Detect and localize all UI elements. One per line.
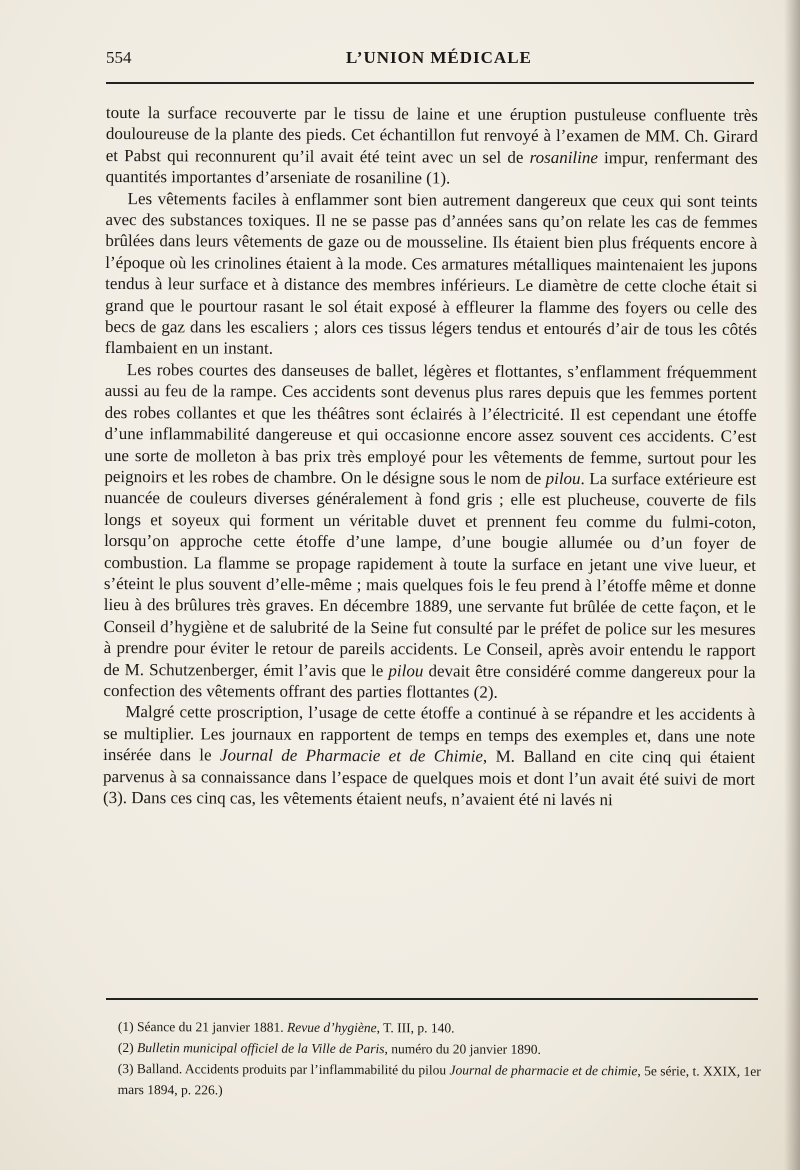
body-text	[103, 102, 758, 811]
page-spine-shadow	[784, 0, 800, 1170]
page-number: 554	[106, 48, 132, 67]
page-header	[106, 48, 756, 72]
footnote-3: (3) Balland. Accidents produits par l’inflammabilité du pilou Journal de pharmacie et de chimie, 5e série, t. XXIX, 1er mars 1894, p. 226.)	[117, 1060, 761, 1098]
footnote-2: (2) Bulletin municipal officiel de la Ville de Paris, numéro du 20 janvier 1890.	[117, 1039, 541, 1057]
paragraph-3: Les robes courtes des danseuses de ballet, légères et flottantes, s’enflamment fréquemment aussi au feu de la rampe. Ces accidents sont devenus plus rares depuis que les femmes portent des robes collantes et que les théâtres sont éclairés à l’électricité. Il est cependant une étoffe d’une inflammabilité dangereuse et qui occasionne encore assez souvent ces accidents. C’est une sorte de molleton à bas prix très employé pour les vêtements de femme, surtout pour les peignoirs et les robes de chambre. On le désigne sous le nom de pilou. La surface extérieure est nuancée de couleurs diverses généralement à fond gris ; elle est plucheuse, couverte de fils longs et soyeux qui forment un véritable duvet et prennent feu comme du fulmi-coton, lorsqu’on approche cette étoffe d’une lampe, d’une bougie allumée ou d’un foyer de combustion. La flamme se propage rapidement à toute la surface en jetant une vive lueur, et s’éteint le plus souvent d’elle-même ; mais quelques fois le feu prend à l’étoffe même et donne lieu à des brûlures très graves. En décembre 1889, une servante fut brûlée de cette façon, et le Conseil d’hygiène et de salubrité de la Seine fut consulté par le préfet de police sur les mesures à prendre pour éviter le retour de pareils accidents. Le Conseil, après avoir entendu le rapport de M. Schutzenberger, émit l’avis que le pilou devait être considéré comme dangereux pour la confection des vêtements offrant des parties flottantes (2).	[103, 359, 757, 702]
footnote-rule	[106, 998, 758, 1000]
paragraph-2: Les vêtements faciles à enflammer sont bien autrement dangereux que ceux qui sont teints avec des substances toxiques. Il ne se passe pas d’années sans qu’on relate les cas de femmes brûlées dans leurs vêtements de gaze ou de mousseline. Ils étaient bien plus fréquents encore à l’époque où les crinolines étaient à la mode. Ces armatures métalliques maintenaient les jupons tendus à leur surface et à distance des membres inférieurs. Le diamètre de cette cloche était si grand que le pourtour rasant le sol était exposé à effleurer la flamme des foyers ou celle des becs de gaz dans les escaliers ; alors ces tissus légers tendus et entourés d’air de tous les côtés flambaient en un instant.	[104, 188, 758, 359]
header-rule	[106, 82, 754, 84]
footnotes	[118, 1016, 768, 1103]
paragraph-4: Malgré cette proscription, l’usage de cette étoffe a continué à se répandre et les accidents à se multiplier. Les journaux en rapportent de temps en temps des exemples et, dans une note insérée dans le Journal de Pharmacie et de Chimie, M. Balland en cite cinq qui étaient parvenus à sa connaissance dans l’espace de quelques mois et dont l’un avait été suivi de mort (3). Dans ces cinq cas, les vêtements étaient neufs, n’avaient été ni lavés ni	[102, 702, 756, 810]
running-title: L’UNION MÉDICALE	[346, 48, 532, 67]
footnote-1: (1) Séance du 21 janvier 1881. Revue d’hygiène, T. III, p. 140.	[117, 1019, 455, 1036]
paragraph-1: toute la surface recouverte par le tissu de laine et une éruption pustuleuse confluente très douloureuse de la plante des pieds. Cet échantillon fut renvoyé à l’examen de MM. Ch. Girard et Pabst qui reconnurent qu’il avait été teint avec un sel de rosaniline impur, renfermant des quantités importantes d’arseniate de rosaniline (1).	[105, 102, 758, 188]
